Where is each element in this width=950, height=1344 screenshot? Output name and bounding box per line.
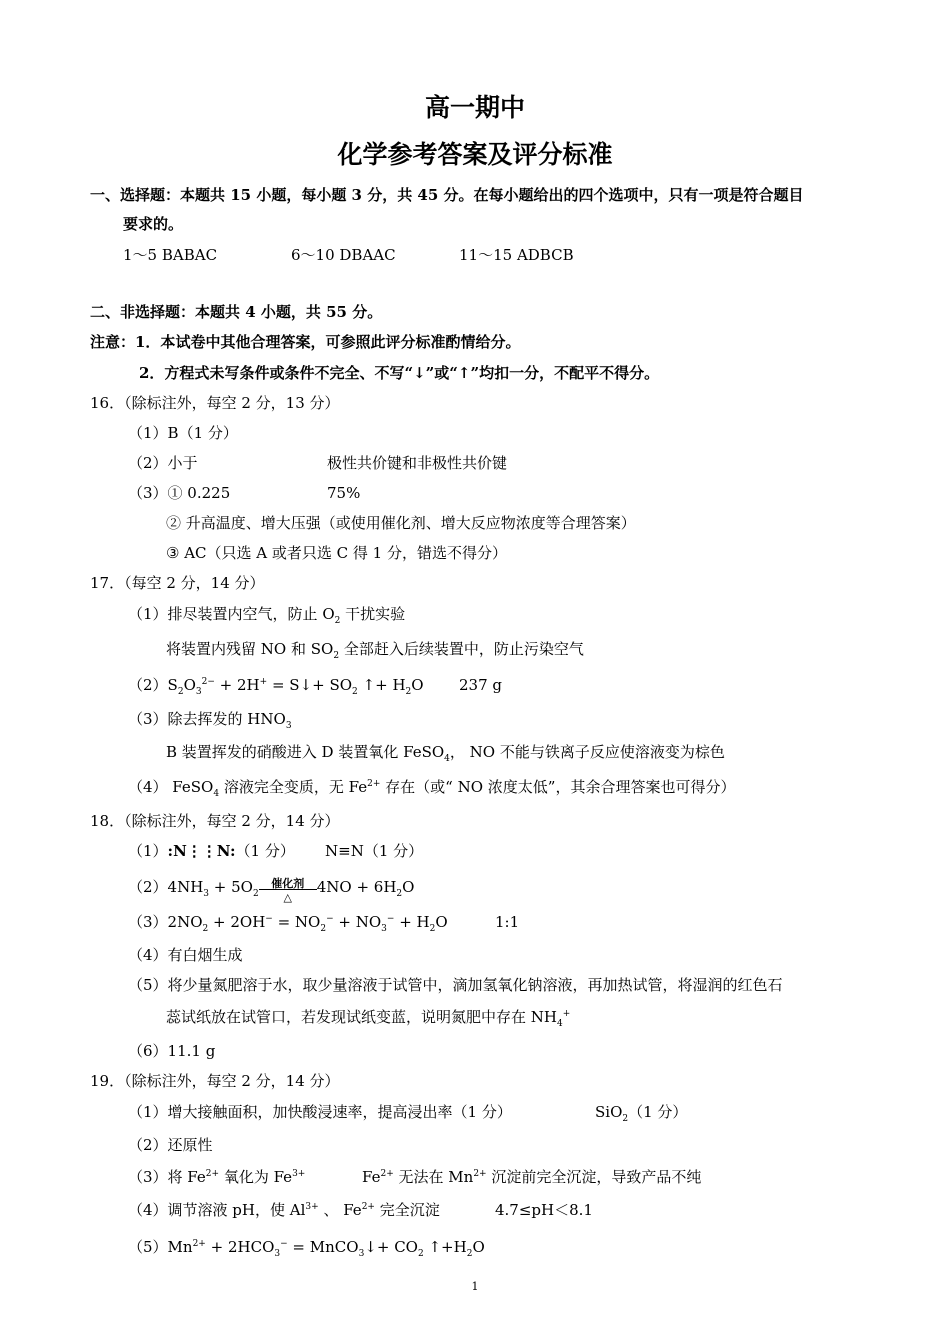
page-subtitle: 化学参考答案及评分标准 — [337, 140, 613, 169]
q18-answer-2: $(2)4NH_3 + 5O_2$ 催化剂 △ $4NO + 6H_2O$ — [128, 877, 415, 904]
page-title: 高一期中 — [424, 93, 525, 122]
q16-answer-3a: （3）① 0.225 — [128, 484, 231, 502]
q16-answer-3d: ③ AC（只选 A 或者只选 C 得 1 分，错选不得分） — [166, 544, 507, 562]
q17-answer-2-mass: 237 g — [459, 676, 503, 694]
q18-answer-4: （4）有白烟生成 — [128, 946, 243, 964]
q17-answer-4: （4） FeSO$_4$ 溶液完全变质，无 $Fe^{2+}$ 存在（或“ NO 浓度太低”，其余合理答案也可得分） — [128, 778, 736, 799]
q16-answer-2b: 极性共价键和非极性共价键 — [327, 454, 508, 472]
q16-answer-2a: （2）小于 — [128, 454, 198, 472]
q19-heading: 19．（除标注外，每空 2 分，14 分） — [90, 1072, 340, 1090]
q19-answer-5: $(5)Mn^{2+} + 2HCO_3^-$ = MnCO$_3$↓+ $CO_2$ $↑+H_2O$ — [128, 1238, 485, 1259]
q19-answer-4b: 4.7≤pH＜8.1 — [495, 1201, 593, 1219]
q18-answer-1b: N≡N（1 分） — [325, 842, 424, 860]
q18-answer-5b: 蕊试纸放在试管口，若发现试纸变蓝，说明氮肥中存在 $NH_4^+$ — [166, 1008, 571, 1029]
q16-answer-3b: 75% — [327, 484, 361, 502]
catalyst-arrow: 催化剂 △ — [259, 878, 317, 898]
note-1: 注意：1．本试卷中其他合理答案，可参照此评分标准酌情给分。 — [90, 333, 521, 351]
q17-answer-3a: （3）除去挥发的 $HNO_3$ — [128, 710, 292, 731]
q19-answer-3a: （3）将 $Fe^{2+}$ 氧化为 $Fe^{3+}$ — [128, 1168, 306, 1186]
q18-answer-3-ratio: 1:1 — [495, 913, 520, 931]
mc-answers-1: 1～5 BABAC — [123, 246, 218, 264]
q18-answer-6: （6）11.1 g — [128, 1042, 216, 1060]
q16-answer-3c: ② 升高温度、增大压强（或使用催化剂、增大反应物浓度等合理答案） — [166, 514, 636, 532]
section2-heading: 二、非选择题：本题共 4 小题，共 55 分。 — [90, 303, 383, 321]
lewis-structure: :N⋮⋮N: — [167, 842, 236, 860]
q18-answer-3: $(3)2NO_2 + 2OH^- = NO_2^- + NO_3^- + H_2O$ — [128, 913, 448, 934]
mc-answers-3: 11～15 ADBCB — [459, 246, 574, 264]
note-2: 2．方程式未写条件或条件不完全、不写“↓”或“↑”均扣一分，不配平不得分。 — [139, 364, 660, 382]
q19-answer-1a: （1）增大接触面积，加快酸浸速率，提高浸出率（1 分） — [128, 1103, 512, 1121]
section1-heading: 一、选择题：本题共 15 小题，每小题 3 分，共 45 分。在每小题给出的四个选项中，只有一项是符合题目 — [90, 186, 804, 204]
q18-heading: 18．（除标注外，每空 2 分，14 分） — [90, 812, 340, 830]
q16-heading: 16．（除标注外，每空 2 分，13 分） — [90, 394, 340, 412]
q19-answer-4a: （4）调节溶液 pH，使 $Al^{3+}$ 、 $Fe^{2+}$ 完全沉淀 — [128, 1201, 440, 1219]
mc-answers-2: 6～10 DBAAC — [291, 246, 396, 264]
q19-answer-1b: SiO$_2$（1 分） — [595, 1103, 688, 1124]
q17-answer-1a: （1）排尽装置内空气，防止 $O_2$ 干扰实验 — [128, 605, 406, 626]
section1-heading-cont: 要求的。 — [123, 215, 184, 233]
page-number: 1 — [471, 1280, 479, 1293]
q17-answer-3b: B 装置挥发的硝酸进入 D 装置氧化 FeSO$_4$， NO 不能与铁离子反应使溶液变为棕色 — [166, 743, 725, 764]
q16-answer-1: （1）B（1 分） — [128, 424, 238, 442]
q17-heading: 17．（每空 2 分，14 分） — [90, 574, 265, 592]
q19-answer-2: （2）还原性 — [128, 1136, 213, 1154]
q19-answer-3b: $Fe^{2+}$ 无法在 $Mn^{2+}$ 沉淀前完全沉淀，导致产品不纯 — [362, 1168, 702, 1186]
q17-answer-2: $(2)S_2O_3^{2-} + 2H^+$ = S↓+ $SO_2$ ↑+ $H_2O$ — [128, 676, 424, 697]
q18-answer-5a: （5）将少量氮肥溶于水，取少量溶液于试管中，滴加氢氧化钠溶液，再加热试管，将湿润的红色石 — [128, 976, 783, 994]
q17-answer-1b: 将装置内残留 NO 和 $SO_2$ 全部赶入后续装置中，防止污染空气 — [166, 640, 584, 661]
q18-answer-1a: （1）:N⋮⋮N:（1 分） — [128, 842, 295, 860]
